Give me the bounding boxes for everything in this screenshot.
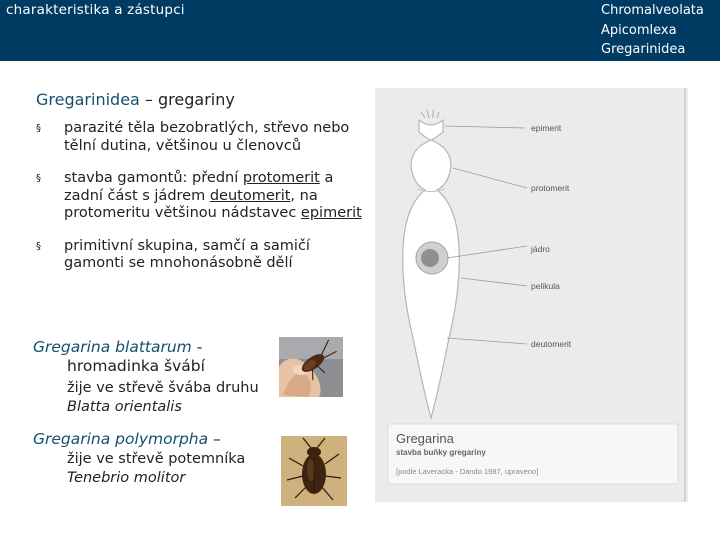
species-2-host: Tenebrio molitor xyxy=(67,470,186,486)
header-topic: charakteristika a zástupci xyxy=(6,2,185,18)
bullet-item xyxy=(36,120,371,155)
term-epimerit: epimerit xyxy=(300,205,362,221)
bullet-marker: § xyxy=(36,173,41,184)
species-2-title xyxy=(33,430,273,449)
species-1-common: hromadinka švábí xyxy=(67,357,205,375)
species-1-title xyxy=(33,338,263,376)
taxonomy-kingdom: Chromalveolata xyxy=(601,3,704,18)
species-2-name: Gregarina polymorpha xyxy=(33,430,209,448)
bullet-item xyxy=(36,238,371,273)
bullet-text: stavba gamontů: přední xyxy=(64,170,243,186)
beetle-photo xyxy=(281,436,347,506)
species-1-host: Blatta orientalis xyxy=(67,399,182,415)
bullet-marker: § xyxy=(36,123,41,134)
title-taxon: Gregarinidea xyxy=(36,90,140,109)
caption-subtitle: stavba buňky gregariny xyxy=(396,448,486,457)
caption-title: Gregarina xyxy=(396,431,454,446)
label-epimerit: epimerit xyxy=(531,123,562,133)
species-2-description xyxy=(67,450,247,488)
bullet-marker: § xyxy=(36,240,41,252)
species-2-desc-text: žije ve střevě potemníka xyxy=(67,451,246,467)
species-1-separator: - xyxy=(191,338,203,356)
title-dash: – xyxy=(139,90,159,109)
label-deutomerit: deutomerit xyxy=(531,339,572,349)
label-jadro: jádro xyxy=(531,244,550,254)
header-taxonomy xyxy=(601,1,704,60)
species-1-description xyxy=(67,379,267,417)
taxonomy-phylum: Apicomlexa xyxy=(601,22,677,38)
caption-source: [podle Laveracka - Dando 1987, upraveno] xyxy=(396,467,539,476)
bullet-list xyxy=(36,120,371,288)
label-protomerit: protomerit xyxy=(531,183,570,193)
label-pelikula: pelikula xyxy=(531,281,560,291)
slide-title xyxy=(36,90,235,109)
bullet-text: primitivní skupina, samčí a samičí gamonti se mnohonásobně dělí xyxy=(64,237,310,271)
term-protomerit: protomerit xyxy=(242,170,320,186)
species-1-name: Gregarina blattarum xyxy=(33,338,192,356)
species-2-separator: – xyxy=(208,430,221,448)
bullet-text: a zadní část s jádrem xyxy=(64,170,334,204)
term-deutomerit: deutomerit xyxy=(209,187,291,204)
cockroach-photo xyxy=(279,337,343,397)
gregarina-diagram xyxy=(375,88,688,502)
title-common: gregariny xyxy=(158,90,235,109)
bullet-text: , na protomeritu většinou nádstavec xyxy=(64,187,318,221)
taxonomy-class: Gregarinidea xyxy=(601,42,686,57)
header-bar xyxy=(0,0,720,61)
species-1-desc-text: žije ve střevě švába druhu xyxy=(67,380,259,396)
bullet-text: parazité těla bezobratlých, střevo nebo tělní dutina, většinou u členovců xyxy=(64,120,350,154)
bullet-item xyxy=(36,170,371,223)
